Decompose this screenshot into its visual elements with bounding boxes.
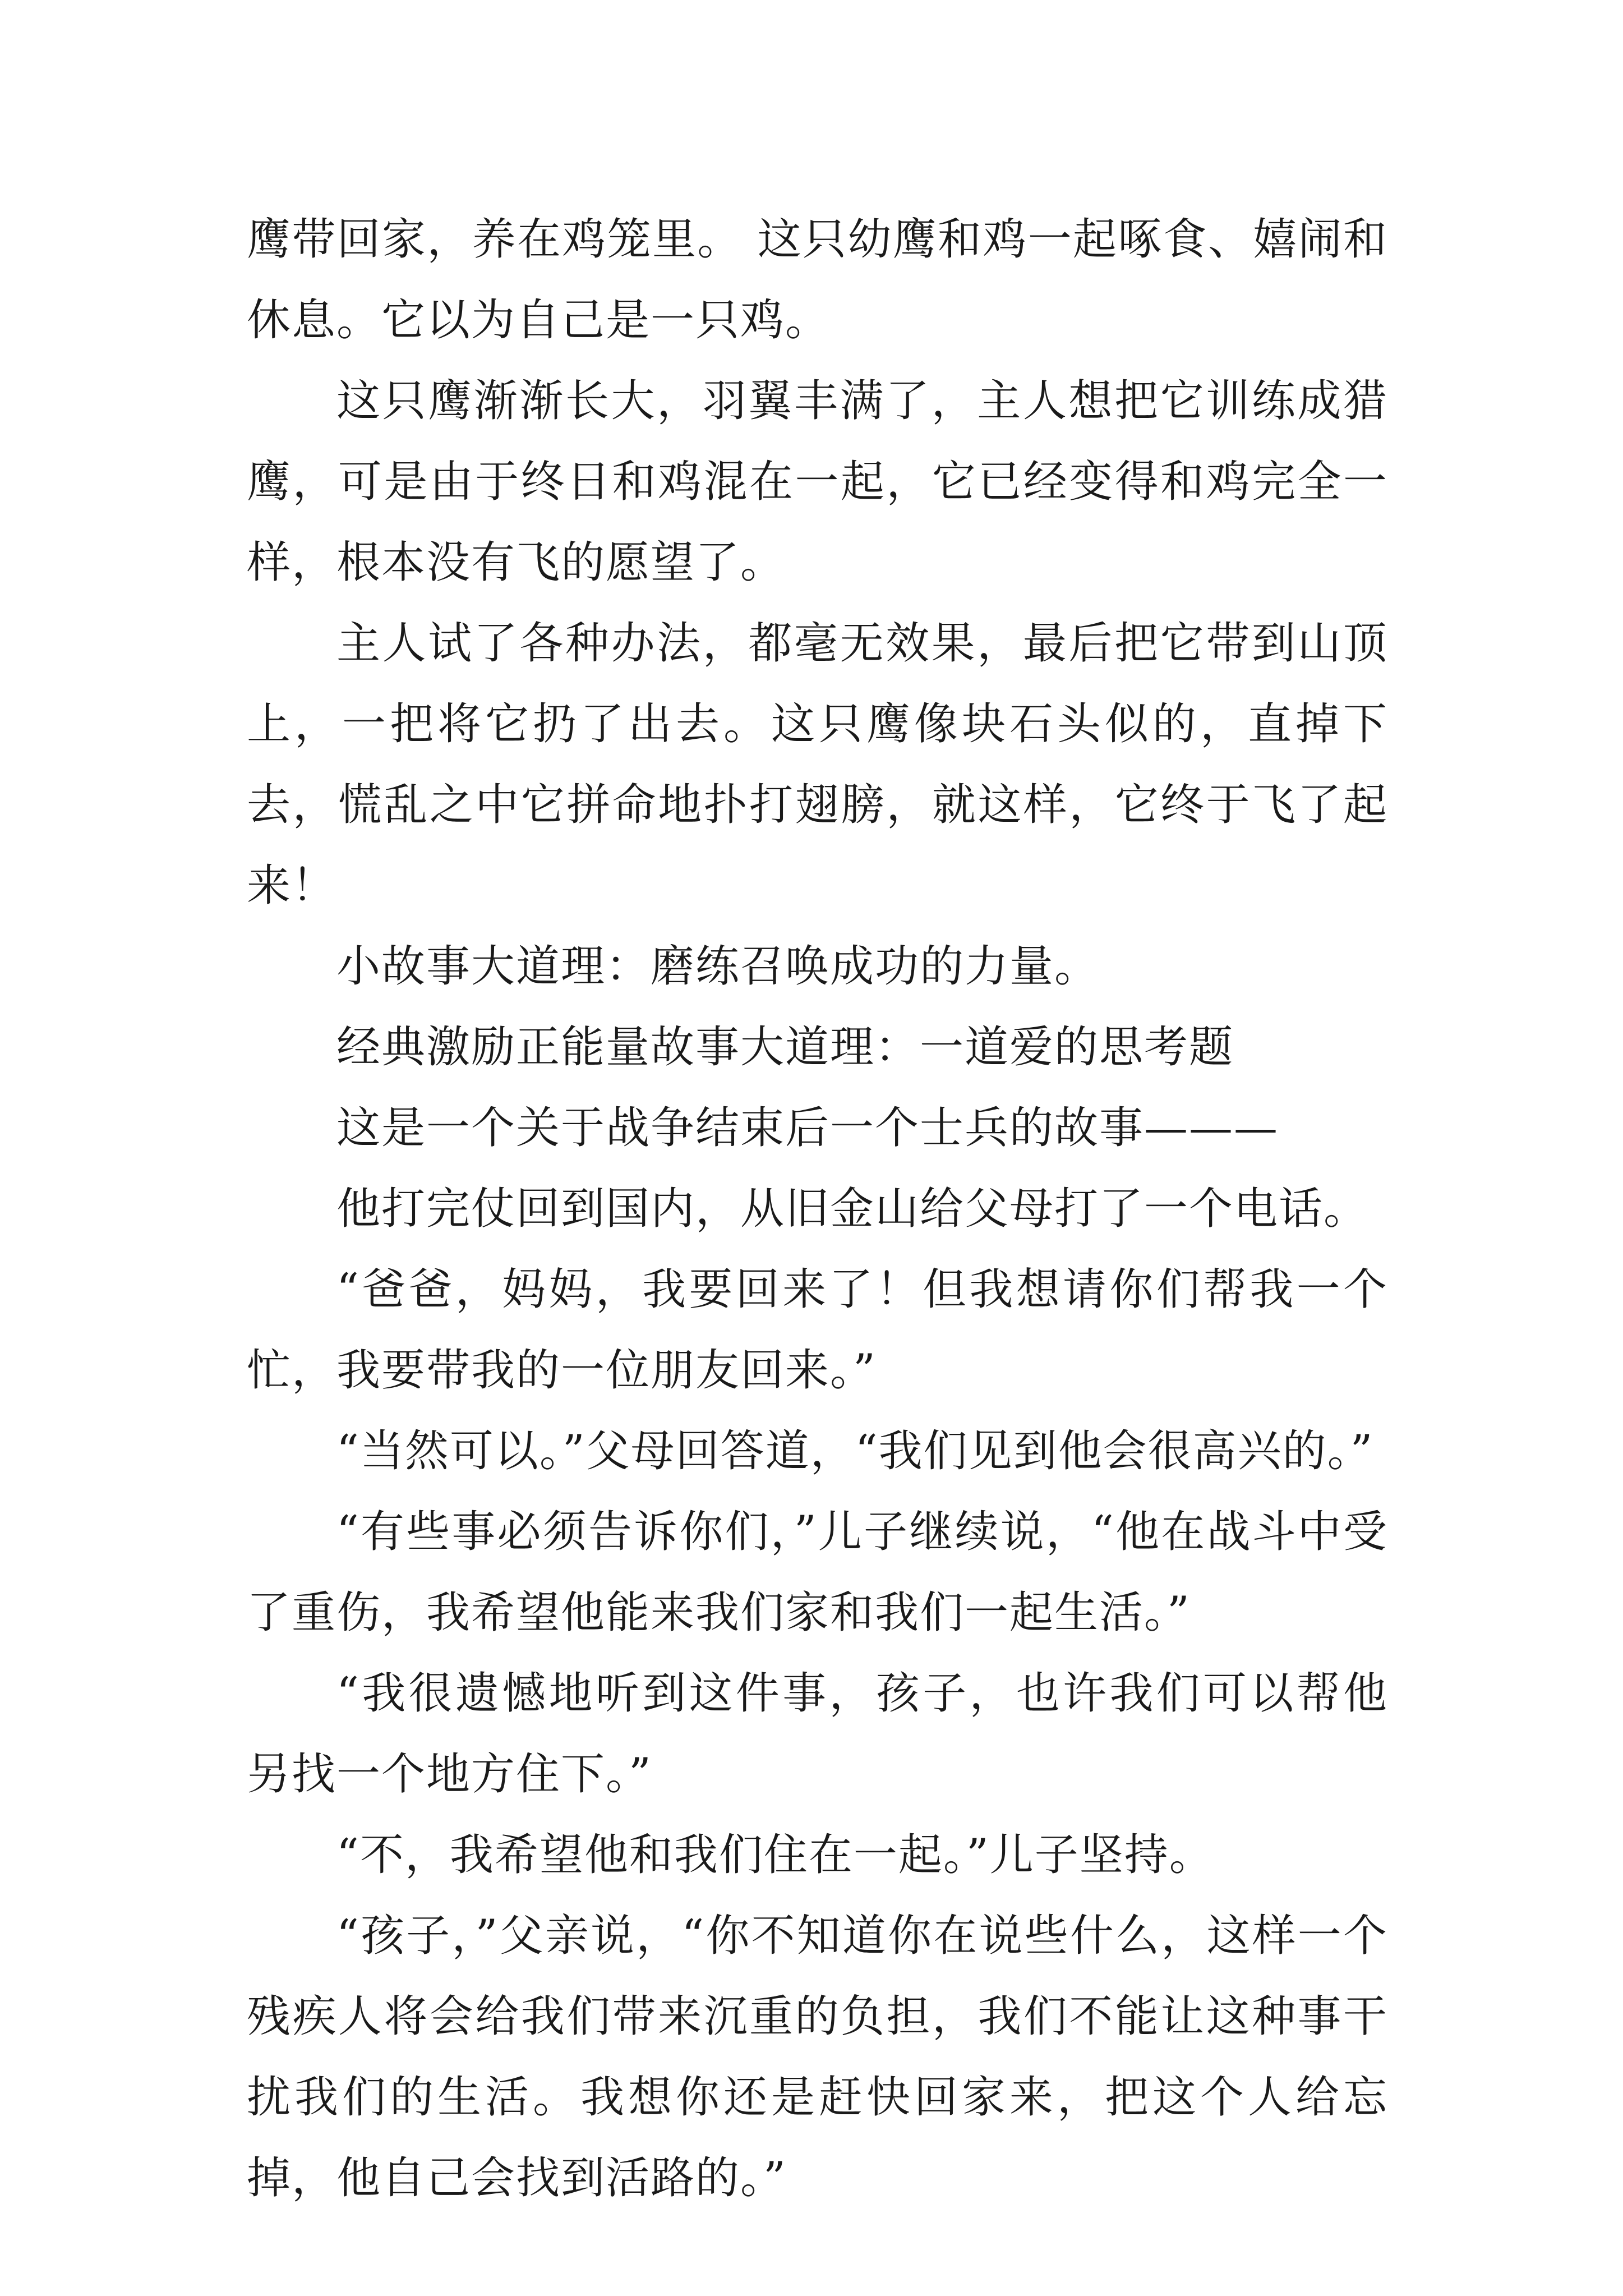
paragraph: “爸爸，妈妈，我要回来了！但我想请你们帮我一个忙，我要带我的一位朋友回来。”	[247, 1264, 1388, 1396]
paragraph: “孩子，”父亲说，“你不知道你在说些什么，这样一个残疾人将会给我们带来沉重的负担，我们不能让这种事干扰我们的生活。我想你还是赶快回家来，把这个人给忘掉，他自己会找到活路的。”	[247, 1911, 1388, 2203]
paragraph: “有些事必须告诉你们，”儿子继续说，“他在战斗中受了重伤，我希望他能来我们家和我们一起生活。”	[247, 1507, 1388, 1638]
paragraph: 这只鹰渐渐长大，羽翼丰满了，主人想把它训练成猎鹰，可是由于终日和鸡混在一起，它已经变得和鸡完全一样，根本没有飞的愿望了。	[247, 376, 1388, 588]
paragraph: 这是一个关于战争结束后一个士兵的故事———	[336, 1103, 1279, 1153]
paragraph: “不，我希望他和我们住在一起。”儿子坚持。	[336, 1830, 1214, 1880]
paragraph: 主人试了各种办法，都毫无效果，最后把它带到山顶上，一把将它扔了出去。这只鹰像块石头似的，直掉下去，慌乱之中它拼命地扑打翅膀，就这样，它终于飞了起来！	[247, 618, 1388, 911]
paragraph: “当然可以。”父母回答道，“我们见到他会很高兴的。”	[336, 1426, 1374, 1476]
paragraph: 鹰带回家，养在鸡笼里。 这只幼鹰和鸡一起啄食、嬉闹和休息。它以为自己是一只鸡。	[247, 214, 1388, 346]
paragraph: 小故事大道理：磨练召唤成功的力量。	[336, 941, 1100, 992]
paragraph: “我很遗憾地听到这件事，孩子，也许我们可以帮他另找一个地方住下。”	[247, 1668, 1388, 1800]
body-text	[247, 199, 1388, 2219]
paragraph: 经典激励正能量故事大道理：一道爱的思考题	[336, 1022, 1234, 1073]
paragraph: 他打完仗回到国内，从旧金山给父母打了一个电话。	[336, 1184, 1369, 1234]
